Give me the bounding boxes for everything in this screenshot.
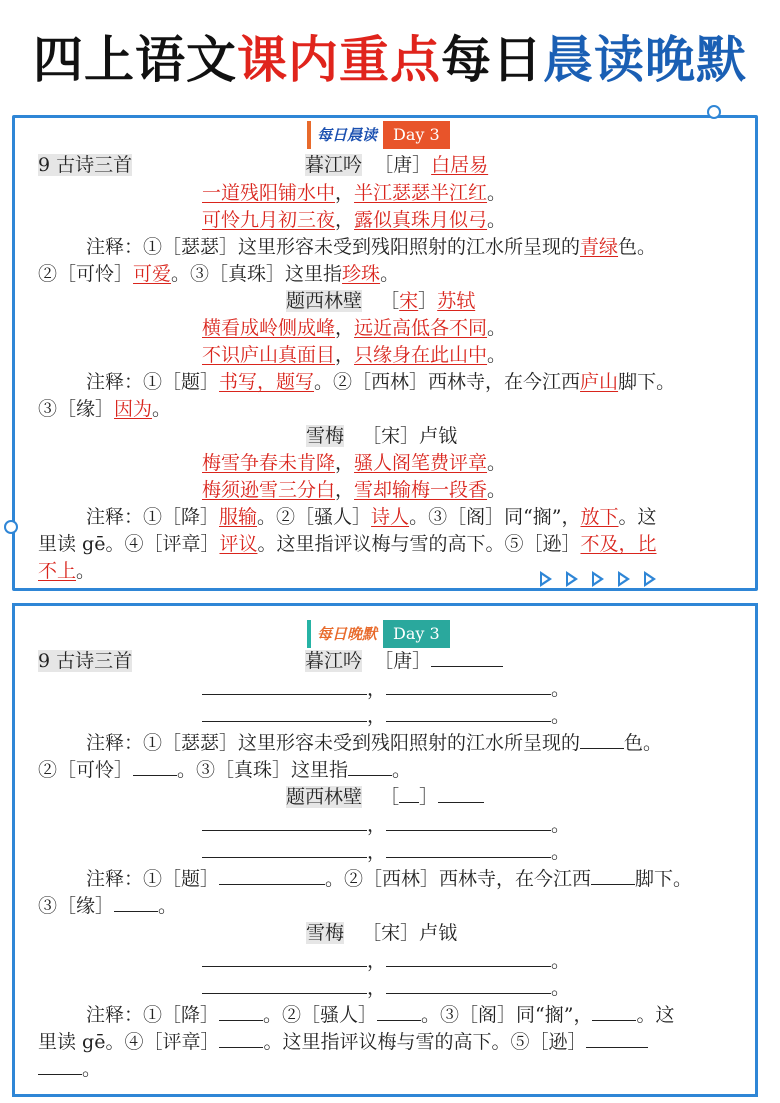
note-line: 注释：①［降］ 。②［骚人］ 。③［阁］同“搁”， 。这 [86,1004,675,1026]
poem-heading: 雪梅 ［宋］卢钺 [306,425,458,447]
note-line: 里读 gē。④［评章］评议。这里指评议梅与雪的高下。⑤［逊］不及，比 [38,533,657,555]
badge-day: Day 3 [383,620,450,648]
poem-line: 可怜九月初三夜，露似真珠月似弓。 [202,209,507,231]
arrow-right-icon [618,571,630,587]
page-title [0,30,780,90]
note-line: ③［缘］ 。 [38,895,178,917]
poem-heading: 暮江吟 ［唐］ [305,648,503,675]
decor-arrows [540,571,656,587]
morning-badge [307,121,450,149]
note-line: 注释：①［题］ 。②［西林］西林寺，在今江西 脚下。 [86,868,693,890]
decor-circle-icon [707,105,721,119]
arrow-right-icon [592,571,604,587]
title-part-3: 每日 [441,31,543,89]
poem-line: 一道残阳铺水中，半江瑟瑟半江红。 [202,182,507,204]
arrow-right-icon [540,571,552,587]
poem-heading: 题西林壁 ［ ］ [286,784,484,811]
poem-heading: 题西林壁 ［宋］苏轼 [286,290,476,312]
note-line: ②［可怜］可爱。③［真珠］这里指珍珠。 [38,263,400,285]
title-part-4: 晨读晚默 [543,31,747,89]
blank-line: ， 。 [202,703,570,730]
poem-line: 横看成岭侧成峰，远近高低各不同。 [202,317,507,339]
blank-line: ， 。 [202,812,570,839]
decor-circle-icon [4,520,18,534]
lesson-heading: 9 古诗三首 [38,154,133,176]
poem-line: 梅雪争春未肯降，骚人阁笔费评章。 [202,452,507,474]
poem-heading: 雪梅 ［宋］卢钺 [306,922,458,944]
blank-line: ， 。 [202,839,570,866]
evening-badge [307,620,450,648]
title-part-2: 课内重点 [237,31,441,89]
note-line: 里读 gē。④［评章］ 。这里指评议梅与雪的高下。⑤［逊］ [38,1029,648,1056]
poem-line: 不识庐山真面目，只缘身在此山中。 [202,344,507,366]
note-line: 注释：①［瑟瑟］这里形容未受到残阳照射的江水所呈现的 色。 [86,732,663,754]
blank-line: ， 。 [202,975,570,1002]
blank-line: ， 。 [202,948,570,975]
arrow-right-icon [644,571,656,587]
note-line: 注释：①［瑟瑟］这里形容未受到残阳照射的江水所呈现的青绿色。 [86,236,657,258]
lesson-heading: 9 古诗三首 [38,650,133,672]
note-line: 。 [38,1056,101,1083]
poem-heading: 暮江吟 ［唐］白居易 [305,154,489,176]
note-line: 不上。 [38,560,96,582]
author-blank[interactable] [431,648,503,667]
note-line: 注释：①［题］书写，题写。②［西林］西林寺，在今江西庐山脚下。 [86,371,676,393]
poem-line: 梅须逊雪三分白，雪却输梅一段香。 [202,479,507,501]
badge-day: Day 3 [383,121,450,149]
blank-line: ， 。 [202,676,570,703]
badge-label: 每日晚默 [307,620,383,648]
note-line: ②［可怜］ 。③［真珠］这里指 。 [38,759,412,781]
badge-label: 每日晨读 [307,121,383,149]
note-line: 注释：①［降］服输。②［骚人］诗人。③［阁］同“搁”，放下。这 [86,506,657,528]
arrow-right-icon [566,571,578,587]
title-part-1: 四上语文 [33,31,237,89]
note-line: ③［缘］因为。 [38,398,172,420]
